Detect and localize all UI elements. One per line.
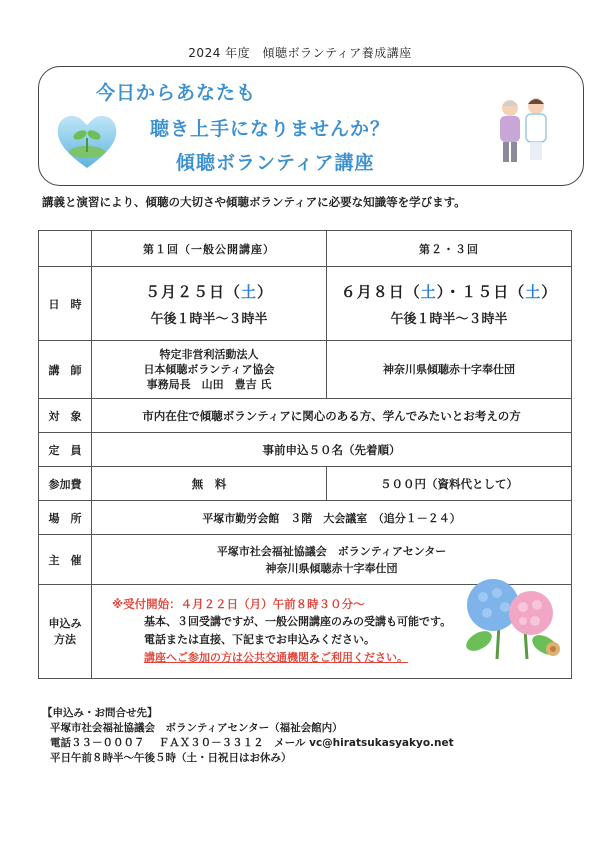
contact-line-2: 電話３３－０００７ ＦＡＸ３０－３３１２ メール vc@hiratsukasyakyo.net [50,737,454,749]
contact-line-3: 平日午前８時半～午後５時（土・日祝日はお休み） [50,752,292,764]
page-title: 2024 年度 傾聴ボランティア養成講座 [188,46,412,60]
application-line-1: 基本、３回受講ですが、一般公開講座のみの受講も可能です。 [144,614,452,628]
venue-label: 場 所 [39,501,92,535]
organizer-label: 主 催 [39,535,92,585]
session23-header: 第２・３回 [327,231,572,267]
banner-line-2: 聴き上手になりませんか？ [150,118,391,140]
lecturer-label: 講 師 [39,341,92,399]
organizer-value: 平塚市社会福祉協議会 ボランティアセンター 神奈川県傾聴赤十字奉仕団 [92,535,572,585]
heart-sprout-icon [54,108,120,174]
datetime-label: 日 時 [39,267,92,341]
capacity-label: 定 員 [39,433,92,467]
session1-lecturer: 特定非営利活動法人 日本傾聴ボランティア協会 事務局長 山田 豊吉 氏 [92,341,327,399]
application-label: 申込み 方法 [39,585,92,679]
application-transport-notice: 講座へご参加の方は公共交通機関をご利用ください。 [144,650,408,664]
session23-lecturer: 神奈川県傾聴赤十字奉仕団 [327,341,572,399]
corner-cell [39,231,92,267]
schedule-table [38,230,572,679]
venue-value: 平塚市勤労会館 ３階 大会議室 （追分１－２４） [92,501,572,535]
session23-datetime: ６月８日（土）・１５日（土） 午後１時半～３時半 [327,267,572,341]
banner-line-3: 傾聴ボランティア講座 [176,152,375,174]
fee-label: 参加費 [39,467,92,501]
session1-datetime: ５月２５日（土） 午後１時半～３時半 [92,267,327,341]
hydrangea-illustration [457,575,567,664]
session1-time: 午後１時半～３時半 [150,311,268,327]
elderly-couple-illustration [490,94,560,172]
application-line-2: 電話または直接、下記までお申込みください。 [144,632,375,646]
intro-text: 講義と演習により、傾聴の大切さや傾聴ボランティアに必要な知識等を学びます。 [42,195,466,209]
capacity-value: 事前申込５０名（先着順） [92,433,572,467]
banner-line-1: 今日からあなたも [96,82,257,104]
contact-line-1: 平塚市社会福祉協議会 ボランティアセンター（福祉会館内） [50,722,343,734]
target-value: 市内在住で傾聴ボランティアに関心のある方、学んでみたいとお考えの方 [92,399,572,433]
contact-title: 【申込み・お問合せ先】 [42,707,158,719]
session1-header: 第１回（一般公開講座） [92,231,327,267]
session23-fee: ５００円（資料代として） [327,467,572,501]
application-start-notice: ※受付開始：４月２２日（月）午前８時３０分～ [112,596,365,611]
target-label: 対 象 [39,399,92,433]
contact-block [42,706,562,766]
session23-time: 午後１時半～３時半 [390,311,508,327]
application-cell [92,585,572,679]
session1-fee: 無 料 [92,467,327,501]
